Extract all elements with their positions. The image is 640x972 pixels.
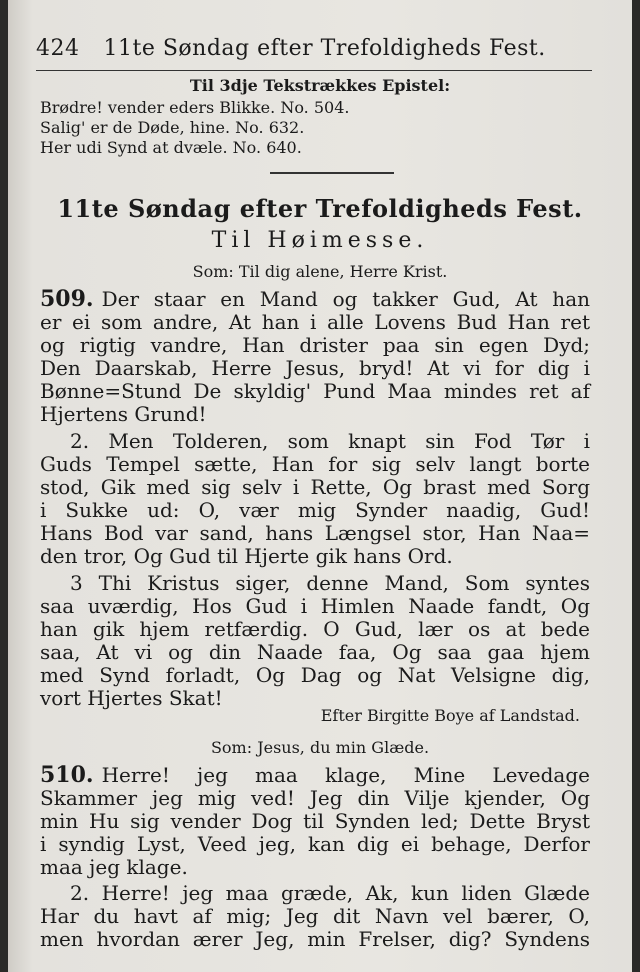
hymn-509-line: han gik hjem retfærdig. O Gud, lær os at bede [40, 617, 590, 641]
hymn-509-line: er ei som andre, At han i alle Lovens Bud Han ret [40, 310, 590, 334]
epistle-heading: Til 3dje Tekstrækkes Epistel: [189, 76, 451, 95]
hymn-510-line: Har du havt af mig; Jeg dit Navn vel bærer, O, [40, 904, 590, 928]
header-rule [36, 70, 592, 71]
hymn-510-line: Skammer jeg mig ved! Jeg din Vilje kjender, Og [40, 786, 590, 810]
hymn-510-line: 2. Herre! jeg maa græde, Ak, kun liden Glæde [70, 881, 590, 905]
hymn-509-line: og rigtig vandre, Han drister paa sin egen Dyd; [40, 333, 590, 357]
section-subtitle: Til Høimesse. [211, 228, 429, 253]
page-number: 424 [36, 36, 80, 61]
hymn-509-line: saa uværdig, Hos Gud i Himlen Naade fandt, Og [40, 594, 590, 618]
hymn-510-line: 510. Herre! jeg maa klage, Mine Levedage [40, 762, 590, 788]
section-divider [270, 172, 394, 174]
hymn-509-line: Hjertens Grund! [40, 402, 207, 426]
hymn-509-line: 3 Thi Kristus siger, denne Mand, Som syntes [70, 571, 590, 595]
hymn-510-melody: Som: Jesus, du min Glæde. [210, 738, 430, 757]
section-title: 11te Søndag efter Trefoldigheds Fest. [57, 194, 583, 223]
running-header [36, 36, 596, 68]
hymn-510-line: maa jeg klage. [40, 855, 188, 879]
hymn-509-line: Bønne=Stund De skyldig' Pund Maa mindes ret af [40, 379, 590, 403]
hymn-510-line: men hvordan ærer Jeg, min Frelser, dig? Syndens [40, 927, 590, 951]
hymn-510-number: 510. [40, 762, 94, 788]
hymn-509-line: Den Daarskab, Herre Jesus, bryd! At vi for dig i [40, 356, 590, 380]
epistle-line: Salig' er de Døde, hine. No. 632. [40, 118, 305, 137]
hymn-510-line: min Hu sig vender Dog til Synden led; Dette Bryst [40, 809, 590, 833]
hymn-509-line: i Sukke ud: O, vær mig Synder naadig, Gud! [40, 498, 590, 522]
hymn-509-melody: Som: Til dig alene, Herre Krist. [192, 262, 448, 281]
hymn-510-line: i syndig Lyst, Veed jeg, kan dig ei behage, Derfor [40, 832, 590, 856]
hymn-509-line: med Synd forladt, Og Dag og Nat Velsigne dig, [40, 663, 590, 687]
hymn-509-attribution: Efter Birgitte Boye af Landstad. [320, 706, 580, 725]
hymn-509-line: vort Hjertes Skat! [40, 686, 223, 710]
hymn-509-line: den tror, Og Gud til Hjerte gik hans Ord. [40, 544, 453, 568]
hymn-509-line: saa, At vi og din Naade faa, Og saa gaa hjem [40, 640, 590, 664]
hymn-509-number: 509. [40, 286, 94, 312]
hymn-509-line: Hans Bod var sand, hans Længsel stor, Han Naa= [40, 521, 590, 545]
hymn-509-line: Guds Tempel sætte, Han for sig selv langt borte [40, 452, 590, 476]
hymn-509-line: 2. Men Tolderen, som knapt sin Fod Tør i [70, 429, 590, 453]
epistle-line: Her udi Synd at dvæle. No. 640. [40, 138, 302, 157]
epistle-line: Brødre! vender eders Blikke. No. 504. [40, 98, 350, 117]
hymn-509-line: stod, Gik med sig selv i Rette, Og brast med Sorg [40, 475, 590, 499]
book-page [8, 0, 632, 972]
hymn-509-line: 509. Der staar en Mand og takker Gud, At han [40, 286, 590, 312]
running-title: 11te Søndag efter Trefoldigheds Fest. [103, 36, 546, 61]
